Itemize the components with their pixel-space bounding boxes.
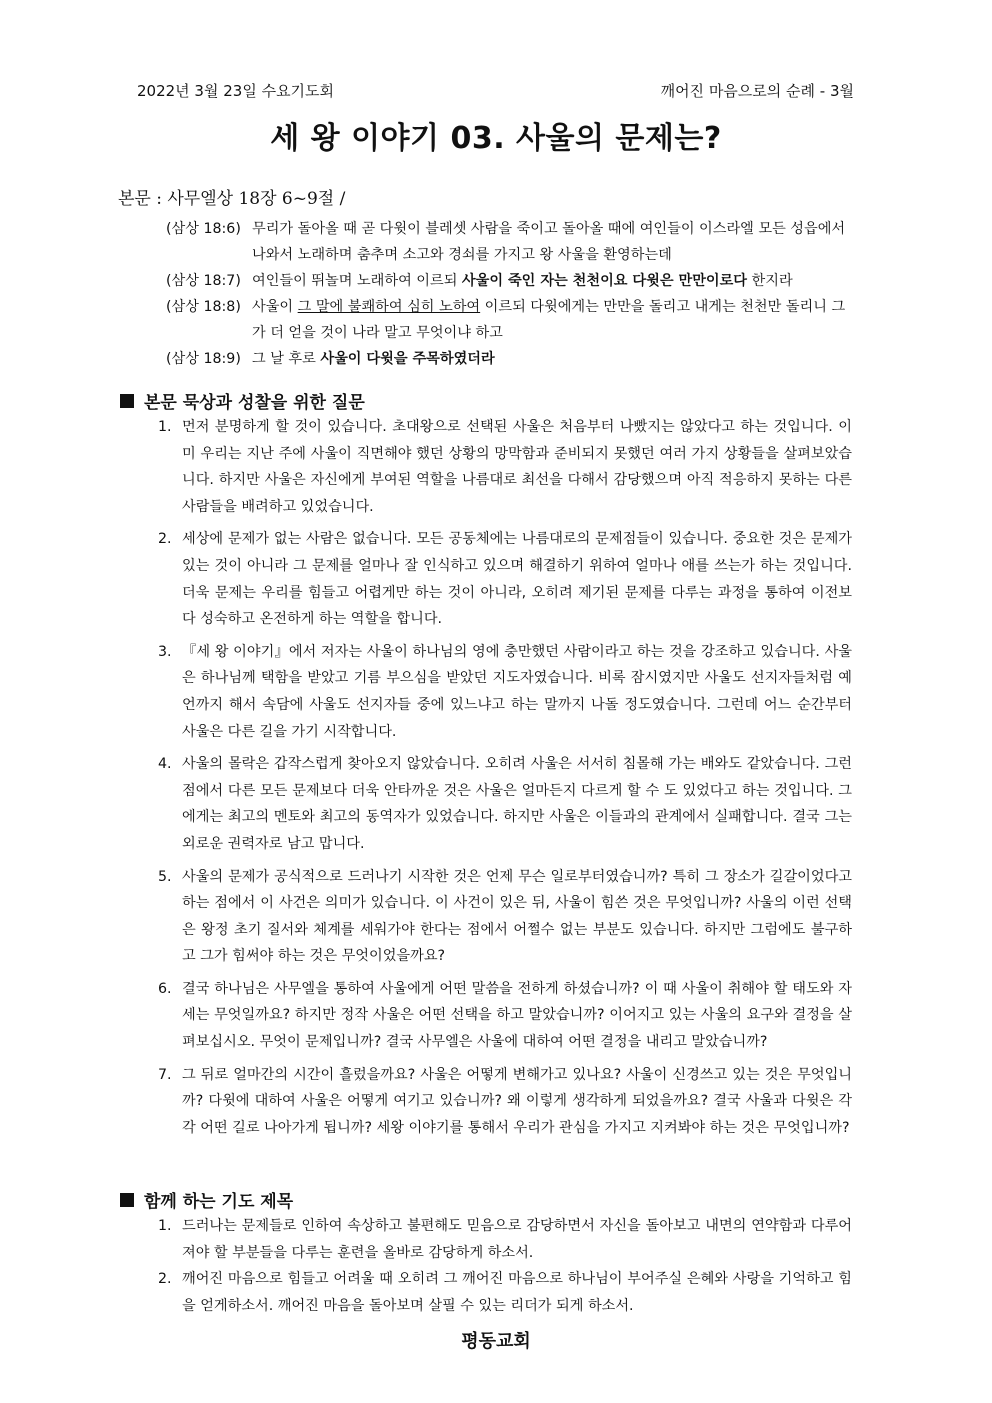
item-text: 사울의 몰락은 갑작스럽게 찾아오지 않았습니다. 오히려 사울은 서서히 침몰해 가는 배와도 같았습니다. 그런 점에서 다른 모든 문제보다 더욱 안타까운 것은 사울은 얼마든지 다르게 할 수 도 있었다고 하는 것입니다. 그에게는 최고의 멘토와 최고의 동역자가 있었습니다. 하지만 사울은 이들과의 관계에서 실패합니다. 결국 그는 외로운 권력자로 남고 맙니다. (182, 756, 852, 852)
verse-row (166, 346, 856, 372)
verse-underline: 그 말에 불쾌하여 심히 노하여 (297, 299, 481, 315)
verse-segment: 한지라 (747, 273, 793, 289)
item-number: 3. (158, 643, 172, 660)
item-number: 2. (158, 531, 172, 548)
item-text: 『세 왕 이야기』에서 저자는 사울이 하나님의 영에 충만했던 사람이라고 하는 것을 강조하고 있습니다. 사울은 하나님께 택함을 받았고 기름 부으심을 받았던 지도자였습니다. 비록 잠시였지만 사울도 선지자들처럼 예언까지 해서 속담에 사울도 선지자들 중에 있느냐고 하는 말까지 나돌 정도였습니다. 그런데 어느 순간부터 사울은 다른 길을 가기 시작합니다. (182, 643, 852, 740)
section-heading-questions (120, 388, 365, 413)
verse-segment: 무리가 돌아올 때 곧 다윗이 블레셋 사람을 죽이고 돌아올 때에 여인들이 이스라엘 모든 성읍에서 나와서 노래하며 춤추며 소고와 경쇠를 가지고 왕 사울을 환영하는데 (252, 221, 846, 263)
square-bullet-icon (120, 1193, 134, 1207)
verse-text (252, 294, 856, 346)
verse-row (166, 294, 856, 346)
item-text: 세상에 문제가 없는 사람은 없습니다. 모든 공동체에는 나름대로의 문제점들이 있습니다. 중요한 것은 문제가 있는 것이 아니라 그 문제를 얼마나 잘 인식하고 있으며 해결하기 위하여 얼마나 애를 쓰는가 하는 것입니다. 더욱 문제는 우리를 힘들고 어렵게만 하는 것이 아니라, 오히려 제기된 문제를 다루는 과정을 통하여 이전보다 성숙하고 온전하게 하는 역할을 합니다. (182, 531, 852, 628)
verse-reference: (삼상 18:6) (166, 221, 241, 237)
item-number: 2. (158, 1271, 172, 1288)
verse-emphasis: 사울이 죽인 자는 천천이요 다윗은 만만이로다 (461, 273, 748, 289)
verse-row (166, 268, 856, 294)
question-item (158, 414, 852, 520)
question-item (158, 526, 852, 632)
item-text: 드러나는 문제들로 인하여 속상하고 불편해도 믿음으로 감당하면서 자신을 돌아보고 내면의 연약함과 다루어져야 할 부분들을 다루는 훈련을 올바로 감당하게 하소서. (182, 1218, 852, 1261)
prayer-item (158, 1213, 852, 1266)
verse-reference: (삼상 18:8) (166, 299, 241, 315)
item-number: 6. (158, 980, 172, 997)
item-number: 1. (158, 1218, 172, 1234)
verse-reference: (삼상 18:9) (166, 351, 241, 367)
item-number: 5. (158, 868, 172, 885)
section-heading-label: 본문 묵상과 성찰을 위한 질문 (144, 393, 365, 413)
header-date: 2022년 3월 23일 수요기도회 (137, 82, 335, 100)
verse-text (252, 216, 856, 268)
verse-segment: 여인들이 뛰놀며 노래하여 이르되 (252, 273, 462, 289)
verse-segment: 그 날 후로 (252, 351, 321, 367)
verse-segment: 이르되 다윗에게는 만만을 돌리고 내게는 천천만 돌리니 그가 더 얻을 것이 나라 말고 무엇이냐 하고 (252, 299, 846, 341)
header-series: 깨어진 마음으로의 순례 - 3월 (660, 82, 854, 100)
verse-reference: (삼상 18:7) (166, 273, 241, 289)
item-text: 결국 하나님은 사무엘을 통하여 사울에게 어떤 말씀을 전하게 하셨습니까? 이 때 사울이 취해야 할 태도와 자세는 무엇일까요? 하지만 정작 사울은 어떤 선택을 하고 말았습니까? 이어지고 있는 사울의 요구와 결정을 살펴보십시오. 무엇이 문제입니까? 결국 사무엘은 사울에 대하여 어떤 결정을 내리고 말았습니까? (182, 980, 852, 1051)
section-heading-prayer (120, 1187, 293, 1212)
item-number: 1. (158, 419, 172, 435)
question-item (158, 1062, 852, 1142)
section-heading-label: 함께 하는 기도 제목 (144, 1192, 294, 1212)
passage-reference: 본문 : 사무엘상 18장 6~9절 / (118, 189, 346, 209)
item-text: 사울의 문제가 공식적으로 드러나기 시작한 것은 언제 무슨 일로부터였습니까? 특히 그 장소가 길갈이었다고 하는 점에서 이 사건은 의미가 있습니다. 이 사건이 있은 뒤, 사울이 힘쓴 것은 무엇입니까? 사울의 이런 선택은 왕정 초기 질서와 체계를 세워가야 한다는 점에서 어쩔수 없는 부분도 있습니다. 하지만 그럼에도 불구하고 그가 힘써야 하는 것은 무엇이었을까요? (182, 868, 852, 965)
prayer-item (158, 1266, 852, 1319)
item-text: 그 뒤로 얼마간의 시간이 흘렀을까요? 사울은 어떻게 변해가고 있나요? 사울이 신경쓰고 있는 것은 무엇입니까? 다윗에 대하여 사울은 어떻게 여기고 있습니까? 왜 이렇게 생각하게 되었을까요? 결국 사울과 다윗은 각각 어떤 길로 나아가게 됩니까? 세왕 이야기를 통해서 우리가 관심을 가지고 지켜봐야 하는 것은 무엇입니까? (182, 1066, 852, 1136)
question-item (158, 976, 852, 1056)
verse-row (166, 216, 856, 268)
verse-segment: 사울이 (252, 299, 298, 315)
item-text: 먼저 분명하게 할 것이 있습니다. 초대왕으로 선택된 사울은 처음부터 나빴지는 않았다고 하는 것입니다. 이미 우리는 지난 주에 사울이 직면해야 했던 상황의 망막함과 준비되지 못했던 여러 가지 상황들을 살펴보았습니다. 하지만 사울은 자신에게 부여된 역할을 나름대로 최선을 다해서 감당했으며 아직 적응하지 못하는 다른 사람들을 배려하고 있었습니다. (182, 419, 852, 515)
item-number: 7. (158, 1066, 172, 1083)
square-bullet-icon (120, 394, 134, 408)
prayer-list (158, 1213, 852, 1319)
item-text: 깨어진 마음으로 힘들고 어려울 때 오히려 그 깨어진 마음으로 하나님이 부어주실 은혜와 사랑을 기억하고 힘을 얻게하소서. 깨어진 마음을 돌아보며 살필 수 있는 리더가 되게 하소서. (182, 1271, 852, 1314)
question-item (158, 864, 852, 970)
church-name-signature: 평동교회 (461, 1331, 531, 1352)
page-title: 세 왕 이야기 03. 사울의 문제는? (270, 121, 722, 156)
verse-emphasis: 사울이 다윗을 주목하였더라 (320, 351, 495, 367)
question-item (158, 751, 852, 857)
question-item (158, 639, 852, 745)
verse-text (252, 268, 856, 294)
verse-list (166, 216, 856, 372)
question-list (158, 414, 852, 1147)
verse-text (252, 346, 856, 372)
item-number: 4. (158, 756, 172, 773)
